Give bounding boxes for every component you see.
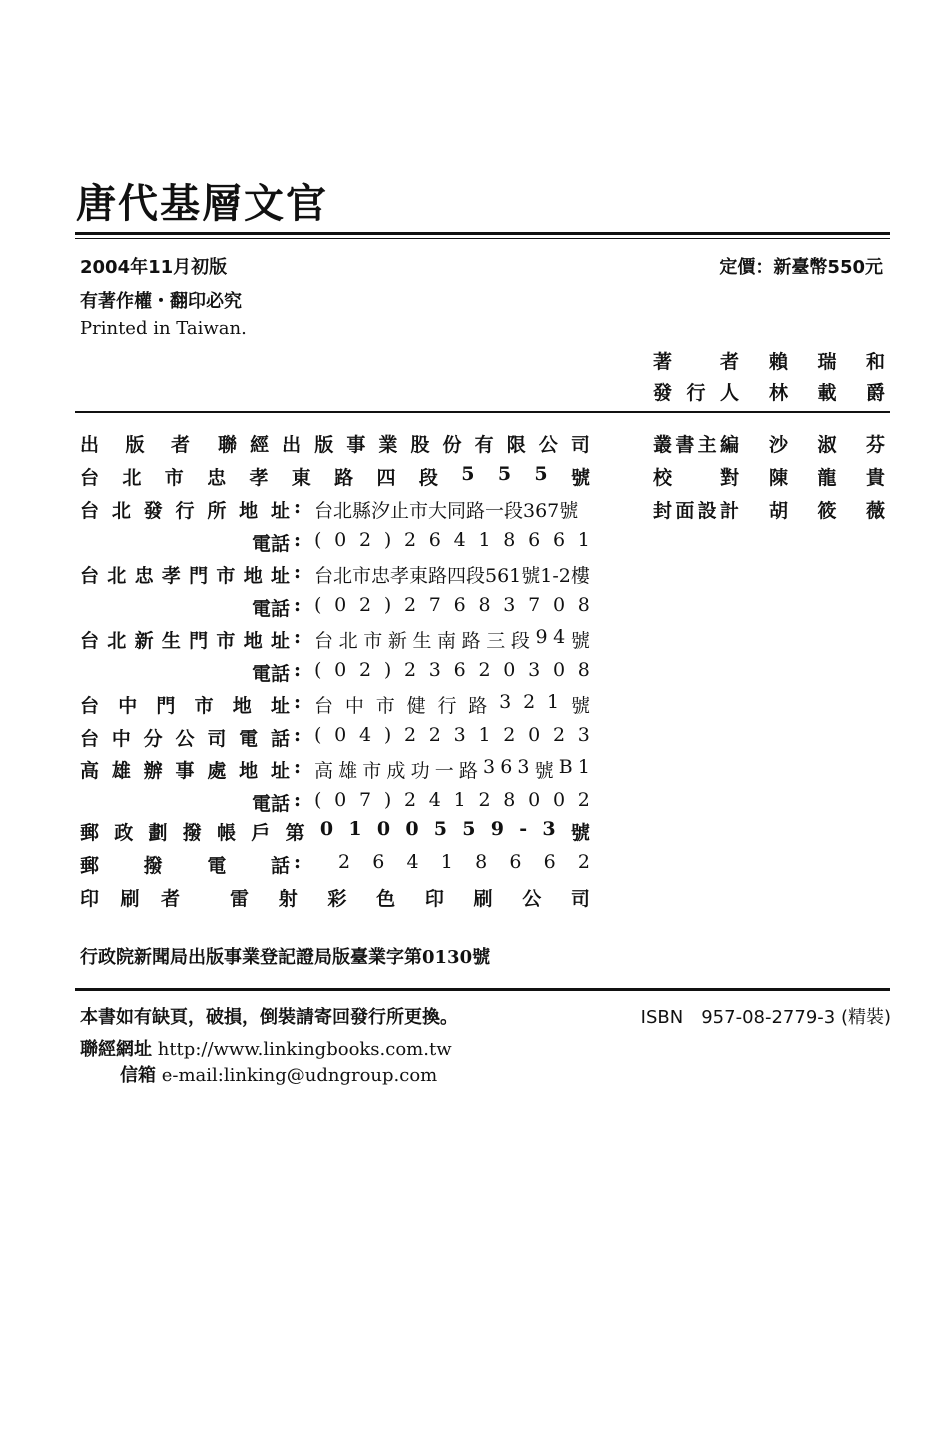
staff-name: 林 載 爵	[769, 382, 885, 404]
website-line	[80, 1035, 452, 1061]
colon: :	[294, 561, 302, 583]
branch-value: 高 雄 市 成 功 一 路 3 6 3 號 B 1	[314, 756, 590, 782]
title-rule-thin	[75, 238, 890, 239]
printer-label: 印 刷 者	[80, 888, 180, 910]
branch-value: ( 0 2 ) 2 7 6 8 3 7 0 8	[314, 593, 590, 616]
staff-role: 封 面 設 計	[653, 500, 739, 522]
staff-role: 叢 書 主 編	[653, 434, 739, 456]
colon: :	[294, 756, 302, 778]
branch-label: 台 中 門 市 地 址	[80, 695, 290, 717]
postal-account-row	[80, 818, 590, 846]
staff-name: 賴 瑞 和	[769, 351, 885, 373]
branch-label: 高 雄 辦 事 處 地 址	[80, 760, 290, 782]
publisher-name: 聯 經 出 版 事 業 股 份 有 限 公 司	[218, 434, 590, 456]
printer-row	[80, 884, 590, 912]
branch-label: 台 北 忠 孝 門 市 地 址	[80, 565, 290, 587]
publisher-row	[80, 430, 590, 458]
staff-row	[653, 347, 885, 375]
email-label: 信箱	[120, 1065, 156, 1086]
branch-value: 台北市忠孝東路四段561號1-2樓	[314, 565, 590, 587]
postal-phone-row	[80, 851, 590, 879]
branch-value: 台 北 市 新 生 南 路 三 段 9 4 號	[314, 626, 590, 652]
staff-name: 沙 淑 芬	[769, 434, 885, 456]
staff-name: 陳 龍 貴	[769, 467, 885, 489]
branch-value: 台北縣汐止市大同路一段367號	[314, 500, 579, 522]
staff-role: 著 者	[653, 351, 739, 373]
branch-value: 台 中 市 健 行 路 3 2 1 號	[314, 691, 590, 717]
staff-row	[653, 378, 885, 406]
colon: :	[294, 496, 302, 518]
publisher-address: 台 北 市 忠 孝 東 路 四 段 5 5 5 號	[80, 463, 590, 489]
email-line	[120, 1061, 437, 1087]
branch-row	[80, 789, 590, 817]
postal-account: 郵 政 劃 撥 帳 戶 第 0 1 0 0 5 5 9 - 3 號	[80, 818, 590, 844]
postal-phone: 2 6 4 1 8 6 6 2	[338, 851, 590, 873]
branch-label: 電話	[251, 662, 290, 685]
postal-phone-label: 郵 撥 電 話	[80, 855, 290, 877]
staff-row	[653, 463, 885, 491]
colon: :	[294, 851, 302, 873]
staff-row	[653, 496, 885, 524]
staff-row	[653, 430, 885, 458]
colon: :	[294, 593, 302, 616]
website-url[interactable]: http://www.linkingbooks.com.tw	[157, 1039, 452, 1060]
isbn: ISBN 957-08-2779-3 (精裝)	[640, 1007, 891, 1028]
branch-row	[80, 626, 590, 654]
colon: :	[294, 691, 302, 713]
publisher-address-row	[80, 463, 590, 491]
branch-row	[80, 724, 590, 752]
branch-value: ( 0 2 ) 2 6 4 1 8 6 6 1	[314, 528, 590, 551]
publisher-label: 出 版 者	[80, 434, 190, 456]
footer-rule	[75, 988, 890, 991]
branch-row	[80, 659, 590, 687]
branch-row	[80, 529, 590, 557]
branch-label: 電話	[251, 597, 290, 620]
branch-row	[80, 561, 590, 589]
title-rule-thick	[75, 232, 890, 235]
branch-row	[80, 496, 590, 524]
branch-value: ( 0 2 ) 2 3 6 2 0 3 0 8	[314, 658, 590, 681]
staff-name: 胡 筱 薇	[769, 500, 885, 522]
branch-row	[80, 691, 590, 719]
printed-in: Printed in Taiwan.	[80, 318, 247, 339]
staff-role: 發 行 人	[653, 382, 739, 404]
colon: :	[294, 723, 302, 746]
email-address[interactable]: e-mail:linking@udngroup.com	[161, 1065, 438, 1086]
price: 定價：新臺幣550元	[719, 257, 883, 278]
colon: :	[294, 528, 302, 551]
section-rule	[75, 411, 890, 413]
colon: :	[294, 658, 302, 681]
branch-label: 電話	[251, 532, 290, 555]
branch-label: 台 北 新 生 門 市 地 址	[80, 630, 290, 652]
printer-name: 雷 射 彩 色 印 刷 公 司	[230, 888, 590, 910]
branch-label: 台 北 發 行 所 地 址	[80, 500, 290, 522]
edition-date: 2004年11月初版	[80, 257, 228, 278]
website-label: 聯經網址	[80, 1039, 152, 1060]
colon: :	[294, 626, 302, 648]
branch-row	[80, 756, 590, 784]
registration-number: 行政院新聞局出版事業登記證局版臺業字第0130號	[80, 947, 491, 968]
branch-label: 電話	[251, 792, 290, 815]
branch-value: ( 0 7 ) 2 4 1 2 8 0 0 2	[314, 788, 590, 811]
staff-role: 校 對	[653, 467, 739, 489]
copyright-notice: 有著作權・翻印必究	[80, 291, 242, 312]
branch-row	[80, 594, 590, 622]
replacement-notice: 本書如有缺頁，破損，倒裝請寄回發行所更換。	[80, 1007, 458, 1028]
branch-label: 台 中 分 公 司 電 話	[80, 727, 290, 750]
colon: :	[294, 788, 302, 811]
branch-value: ( 0 4 ) 2 2 3 1 2 0 2 3	[314, 723, 590, 746]
book-title: 唐代基層文官	[76, 180, 328, 227]
